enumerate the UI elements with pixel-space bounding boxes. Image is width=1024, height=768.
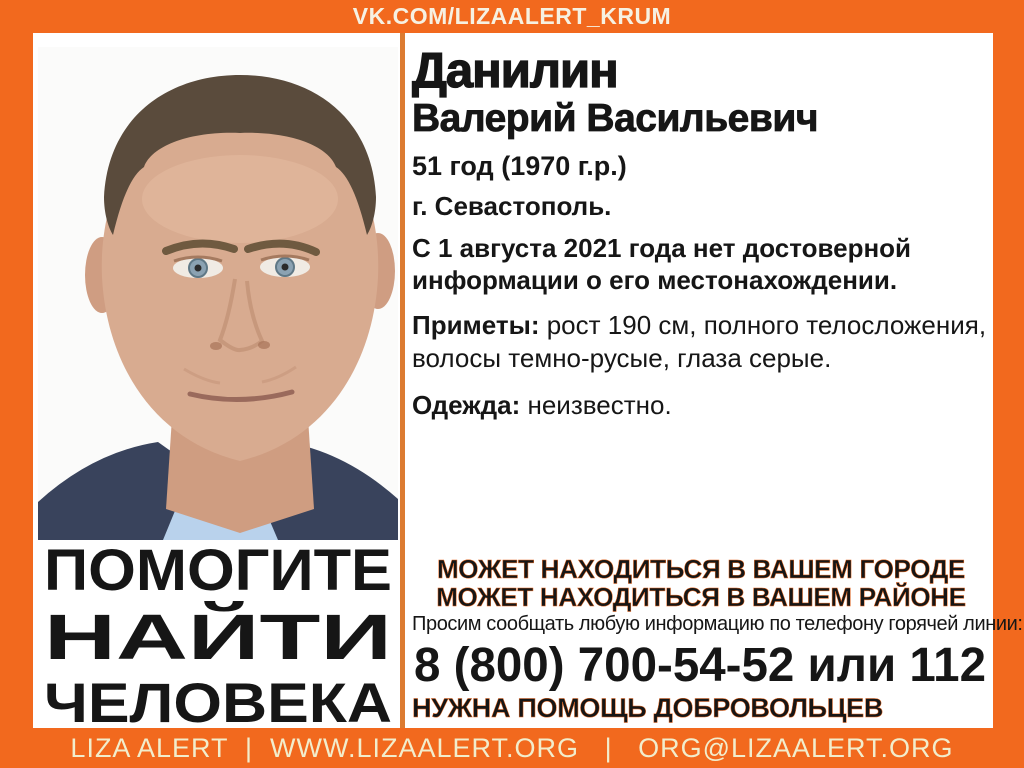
person-last-name: Данилин <box>412 44 618 98</box>
person-age: 51 год (1970 г.р.) <box>412 151 627 181</box>
right-nostril <box>258 341 270 349</box>
vertical-divider <box>400 33 405 728</box>
left-pupil <box>195 265 202 272</box>
person-clothes <box>412 390 672 421</box>
help-find-slogan <box>42 538 394 726</box>
slogan-line-3: ЧЕЛОВЕКА <box>44 671 393 726</box>
liza-alert-footer-bar <box>0 728 1024 768</box>
right-pupil <box>282 264 289 271</box>
person-photo <box>38 47 398 540</box>
portrait-illustration <box>38 47 398 540</box>
may-be-in-city-text: МОЖЕТ НАХОДИТЬСЯ В ВАШЕМ ГОРОДЕ <box>436 554 966 584</box>
missing-since-text: С 1 августа 2021 года нет достоверной информации о его местонахождении. <box>412 233 912 295</box>
person-info-column <box>412 33 1023 728</box>
slogan-text-block <box>42 538 394 726</box>
phone-text-block <box>412 634 990 696</box>
hotline-phone-number <box>412 634 990 696</box>
vk-url-bar <box>0 0 1024 33</box>
left-nostril <box>210 342 222 350</box>
signs-label: Приметы: <box>412 310 540 340</box>
person-first-patronymic: Валерий Васильевич <box>412 97 818 140</box>
hotline-intro-text: Просим сообщать любую информацию по телефону горячей линии: <box>412 613 1023 635</box>
slogan-line-2: НАЙТИ <box>44 601 268 673</box>
person-city: г. Севастополь. <box>412 191 612 221</box>
may-be-in-district-text: МОЖЕТ НАХОДИТЬСЯ В ВАШЕМ РАЙОНЕ <box>436 582 966 612</box>
phone-text: 8 (800) 700-54-52 или 112 <box>414 639 986 692</box>
vk-url-text: VK.COM/LIZAALERT_KRUM <box>352 3 672 29</box>
clothes-text: неизвестно. <box>520 390 672 420</box>
person-signs <box>412 309 988 375</box>
signs-text: рост 190 см, полного телосложения, волосы темно-русые, глаза серые. <box>412 310 987 373</box>
footer-contacts-text: LIZA ALERT | WWW.LIZAALERT.ORG | ORG@LIZAALERT.ORG <box>70 732 954 763</box>
slogan-line-1: ПОМОГИТЕ <box>44 538 392 603</box>
forehead-highlight <box>142 155 338 243</box>
volunteers-needed-text: НУЖНА ПОМОЩЬ ДОБРОВОЛЬЦЕВ <box>412 693 884 723</box>
clothes-label: Одежда: <box>412 390 521 420</box>
